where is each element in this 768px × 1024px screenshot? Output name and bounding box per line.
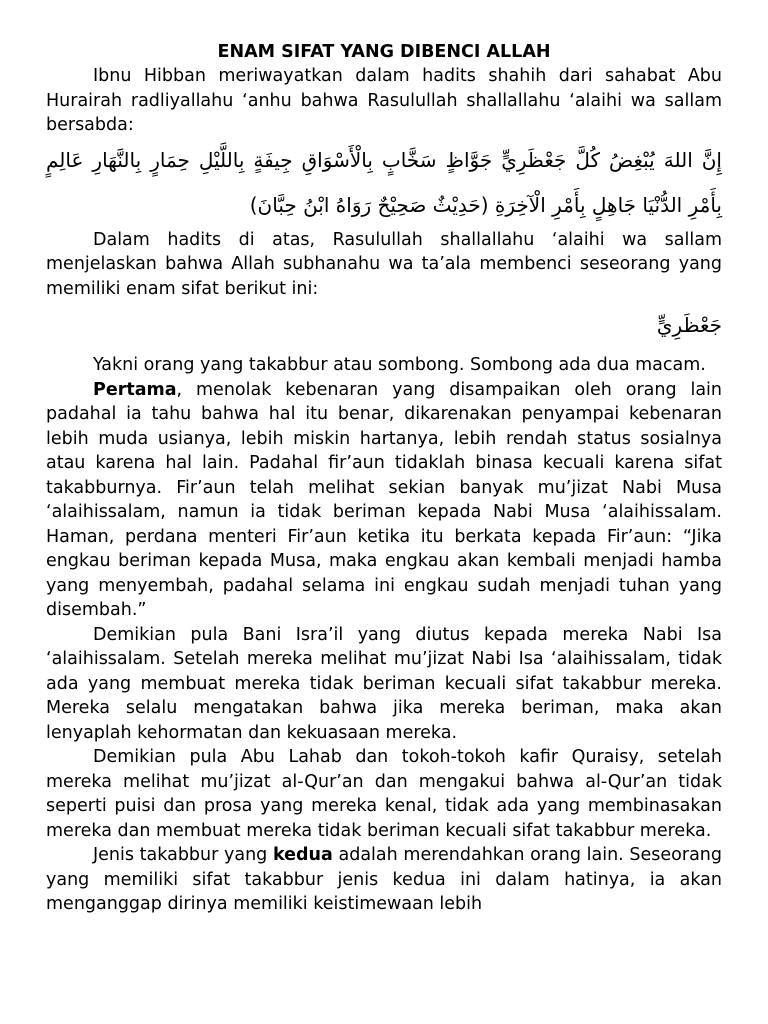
hadith-arabic-text: إِنَّ اللهَ يُبْغِضُ كُلَّ جَعْظَرِيٍّ جَوَّاظٍ سَخَّابٍ بِالْأَسْوَاقِ جِيفَةٍ بِاللَّيْلِ حِمَارٍ بِالنَّهَارِ عَالِمٍ بِأَمْرِ الدُّنْيَا جَاهِلٍ بِأَمْرِ الْآخِرَةِ (حَدِيْثٌ صَحِيْحٌ رَوَاهُ ابْنُ حِبَّانَ)	[46, 147, 722, 217]
term-arabic-text: جَعْظَرِيٍّ	[656, 313, 722, 337]
kedua-text-before: Jenis takabbur yang	[93, 845, 273, 865]
pertama-paragraph	[46, 378, 722, 623]
document-title: ENAM SIFAT YANG DIBENCI ALLAH	[217, 42, 551, 62]
document-page	[46, 40, 722, 917]
pertama-text: , menolak kebenaran yang disampaikan oleh orang lain padahal ia tahu bahwa hal itu benar, dikarenakan penyampai kebenaran lebih muda usianya, lebih miskin hartanya, lebih rendah status sosialnya atau karena hal lain. Padahal fir’aun tidaklah binasa kecuali karena sifat takabburnya. Fir’aun telah melihat sekian banyak mu’jizat Nabi Musa ‘alaihissalam, namun ia tidak beriman kepada Nabi Musa ‘alaihissalam. Haman, perdana menteri Fir’aun ketika itu berkata kepada Fir’aun: “Jika engkau beriman kepada Musa, maka engkau akan kembali menjadi hamba yang menyembah, padahal selama ini engkau sudah menjadi tuhan yang disembah.”	[46, 379, 722, 620]
pertama-label: Pertama	[93, 379, 177, 400]
kedua-paragraph	[46, 843, 722, 917]
abu-lahab-paragraph: Demikian pula Abu Lahab dan tokoh-tokoh kafir Quraisy, setelah mereka melihat mu’jizat al-Qur’an dan mengakui bahwa al-Qur’an tidak seperti puisi dan prosa yang mereka kenal, tidak ada yang membinasakan mereka dan membuat mereka tidak beriman kecuali sifat takabbur mereka.	[46, 747, 722, 841]
kedua-text-after: adalah merendahkan orang lain. Seseorang yang memiliki sifat takabbur jenis kedua ini dalam hatinya, ia akan menganggap dirinya memiliki keistimewaan lebih	[46, 845, 723, 914]
explanation-paragraph: Dalam hadits di atas, Rasulullah shallallahu ‘alaihi wa sallam menjelaskan bahwa Allah subhanahu wa ta’ala membenci seseorang yang memiliki enam sifat berikut ini:	[46, 229, 722, 299]
kedua-label: kedua	[272, 845, 333, 865]
intro-paragraph: Ibnu Hibban meriwayatkan dalam hadits shahih dari sahabat Abu Hurairah radliyallahu ‘anhu bahwa Rasulullah shallallahu ‘alaihi wa sallam bersabda:	[46, 66, 722, 135]
bani-israil-paragraph: Demikian pula Bani Isra’il yang diutus kepada mereka Nabi Isa ‘alaihissalam. Setelah mereka melihat mu’jizat Nabi Isa ‘alaihissalam, tidak ada yang membuat mereka tidak beriman kecuali sifat takabbur mereka. Mereka selalu mengatakan bahwa jika mereka beriman, maka akan lenyaplah kehormatan dan kekuasaan mereka.	[46, 624, 722, 743]
definition-paragraph: Yakni orang yang takabbur atau sombong. Sombong ada dua macam.	[93, 355, 706, 375]
